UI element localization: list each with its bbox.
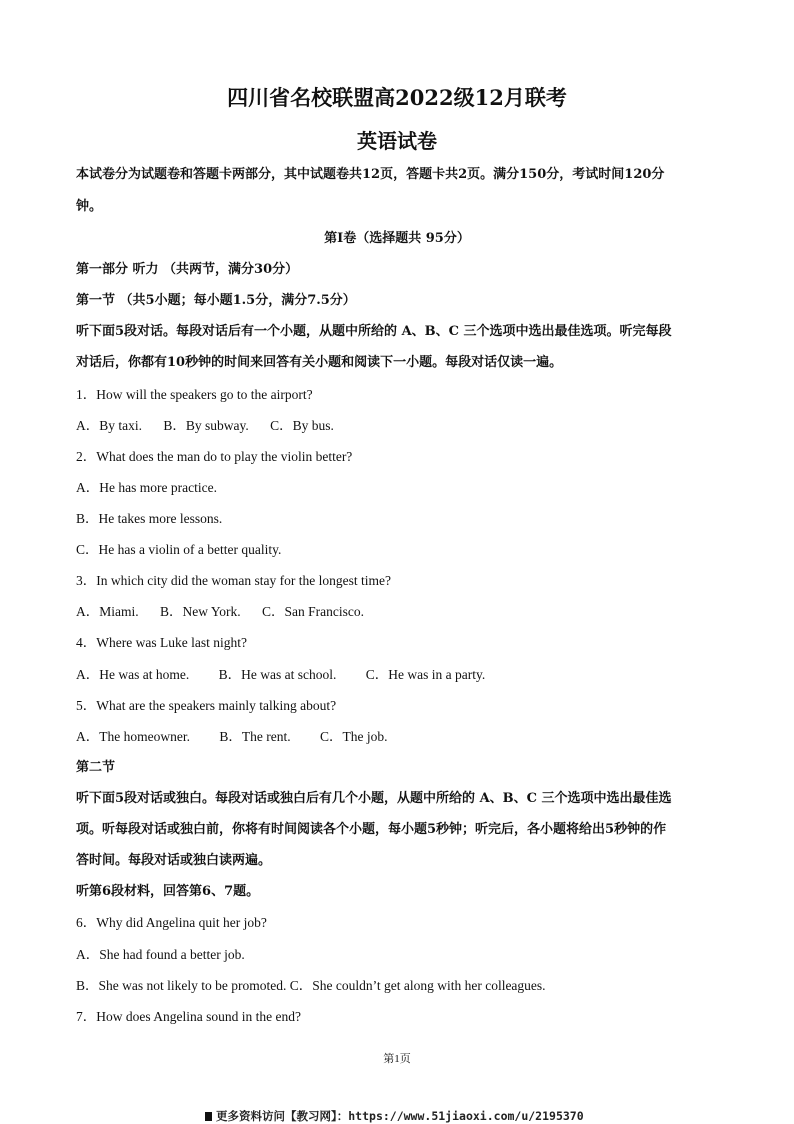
- section2-heading: 第二节: [76, 760, 116, 775]
- question-4-options: [76, 666, 726, 684]
- section1-heading: 第一节 （共5小题；每小题1.5分，满分7.5分）: [76, 293, 356, 308]
- section1-instruction-2: 对话后，你都有10秒钟的时间来回答有关小题和阅读下一小题。每段对话仅读一遍。: [76, 355, 563, 370]
- page-number: 第1页: [383, 1053, 411, 1065]
- option-c[interactable]: C．San Francisco.: [262, 604, 365, 619]
- banner-text[interactable]: 更多资料访问【教习网】：https://www.51jiaoxi.com/u/2195370: [216, 1109, 584, 1123]
- question-1: 1．How will the speakers go to the airport?: [76, 387, 313, 402]
- volume-heading: 第Ⅰ卷（选择题共 95分）: [324, 231, 470, 246]
- option-b[interactable]: B．He was at school.: [218, 667, 337, 682]
- question-3: 3．In which city did the woman stay for the longest time?: [76, 573, 391, 588]
- intro-line-2: 钟。: [76, 199, 103, 214]
- section2-instruction-2: 项。听每段对话或独白前，你将有时间阅读各个小题，每小题5秒钟；听完后，各小题将给出5秒钟的作: [76, 822, 667, 837]
- option-b[interactable]: B．New York.: [160, 604, 241, 619]
- flag-icon: [205, 1112, 212, 1121]
- question-1-options: [76, 417, 726, 435]
- section2-instruction-3: 答时间。每段对话或独白读两遍。: [76, 853, 272, 868]
- option-c[interactable]: C．He has a violin of a better quality.: [76, 542, 282, 557]
- option-a[interactable]: A．Miami.: [76, 604, 139, 619]
- intro-line-1: 本试卷分为试题卷和答题卡两部分，其中试题卷共12页，答题卡共2页。满分150分，考试时间120分: [76, 167, 665, 182]
- option-a[interactable]: A．She had found a better job.: [76, 947, 245, 962]
- section1-instruction-1: 听下面5段对话。每段对话后有一个小题，从题中所给的 A、B、C 三个选项中选出最佳选项。听完每段: [76, 324, 672, 339]
- option-b[interactable]: B．By subway.: [163, 418, 249, 433]
- option-b[interactable]: B．He takes more lessons.: [76, 511, 223, 526]
- question-6: 6．Why did Angelina quit her job?: [76, 915, 267, 930]
- section2-instruction-1: 听下面5段对话或独白。每段对话或独白后有几个小题，从题中所给的 A、B、C 三个选项中选出最佳选: [76, 791, 672, 806]
- resource-banner[interactable]: [205, 1108, 584, 1124]
- question-2: 2．What does the man do to play the violin better?: [76, 449, 353, 464]
- option-a[interactable]: A．He has more practice.: [76, 480, 217, 495]
- option-c[interactable]: C．By bus.: [270, 418, 334, 433]
- option-a[interactable]: A．He was at home.: [76, 667, 190, 682]
- exam-title: 四川省名校联盟高2022级12月联考: [227, 85, 567, 110]
- option-b-c[interactable]: B．She was not likely to be promoted. C．She couldn’t get along with her colleagues.: [76, 978, 546, 993]
- question-7: 7．How does Angelina sound in the end?: [76, 1009, 301, 1024]
- option-a[interactable]: A．By taxi.: [76, 418, 142, 433]
- question-4: 4．Where was Luke last night?: [76, 635, 247, 650]
- option-c[interactable]: C．He was in a party.: [365, 667, 486, 682]
- part1-heading: 第一部分 听力 （共两节，满分30分）: [76, 262, 299, 277]
- question-5: 5．What are the speakers mainly talking about?: [76, 698, 337, 713]
- question-5-options: [76, 728, 726, 746]
- option-b[interactable]: B．The rent.: [219, 729, 291, 744]
- option-a[interactable]: A．The homeowner.: [76, 729, 190, 744]
- option-c[interactable]: C．The job.: [319, 729, 388, 744]
- question-3-options: [76, 603, 726, 621]
- material-6-heading: 听第6段材料，回答第6、7题。: [76, 884, 260, 899]
- exam-subject: 英语试卷: [357, 129, 437, 153]
